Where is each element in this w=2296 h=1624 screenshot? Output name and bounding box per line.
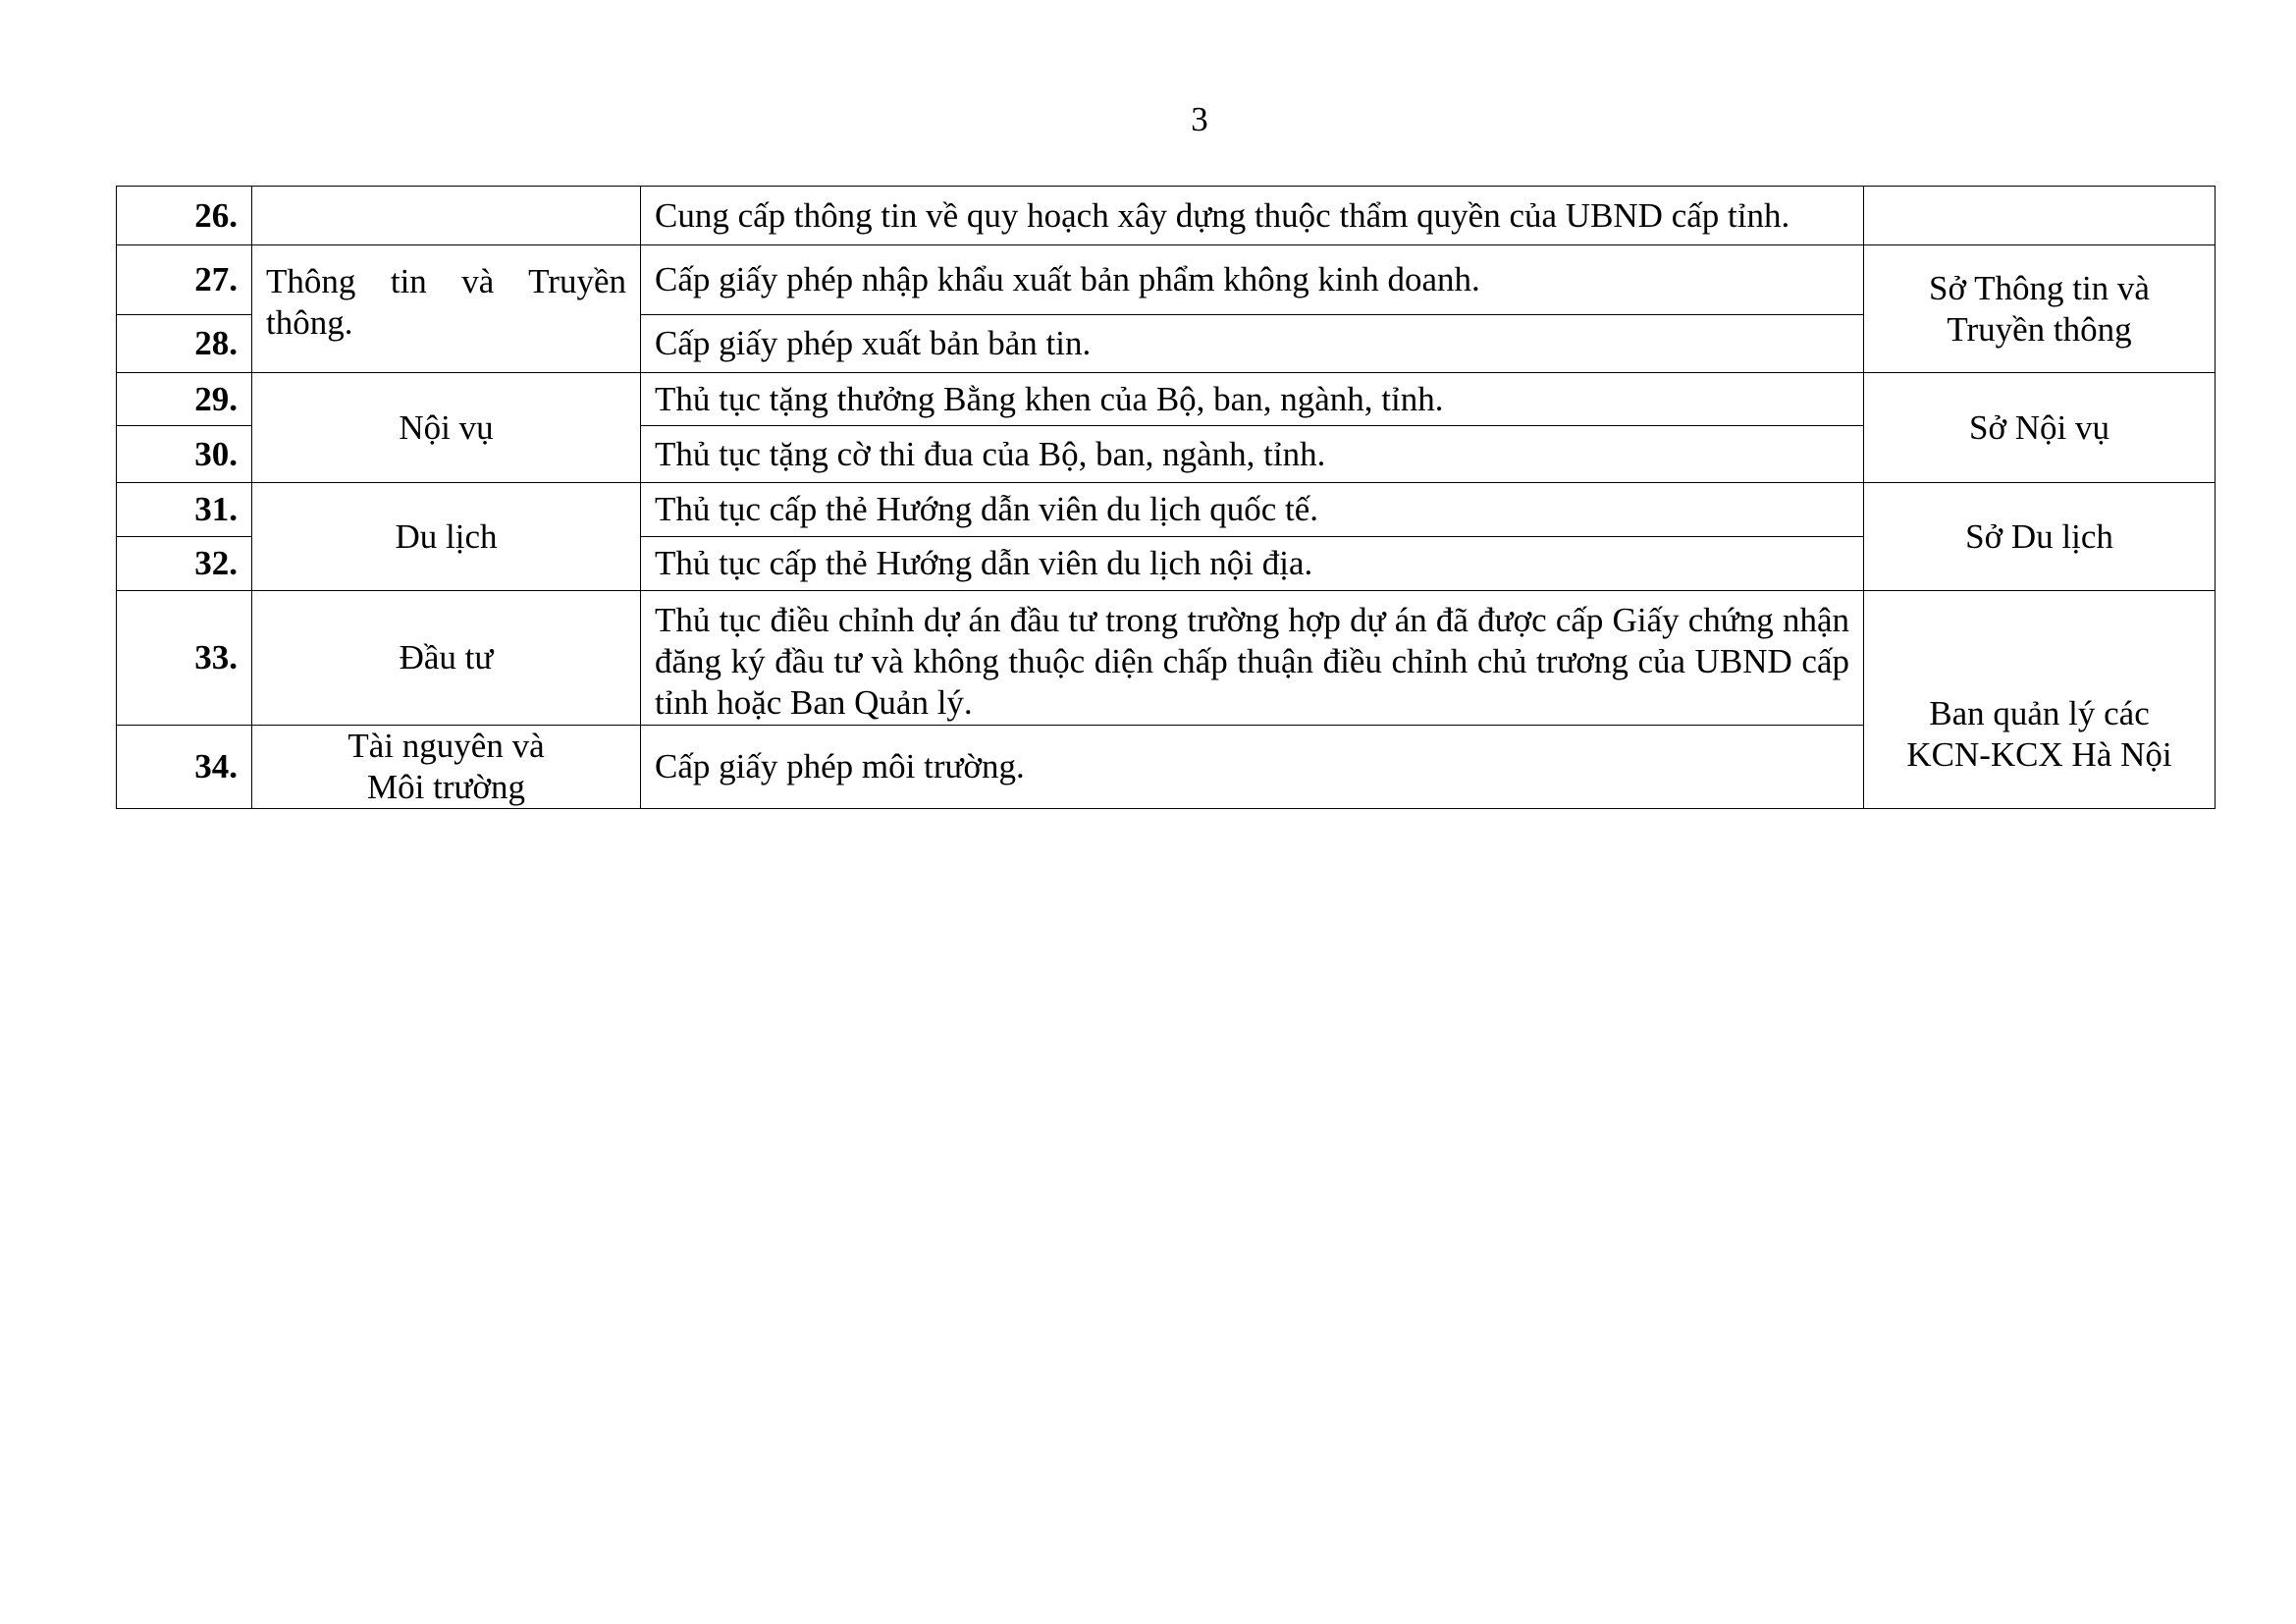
agency-line: KCN-KCX Hà Nội [1906, 734, 2172, 774]
agency-cell: Sở Nội vụ [1864, 373, 2216, 483]
agency-cell-empty [1864, 187, 2216, 245]
field-line: Môi trường [367, 768, 525, 806]
table-row [117, 187, 2216, 245]
agency-line: Sở Thông tin và [1929, 268, 2150, 307]
table-row [117, 245, 2216, 315]
procedure-cell: Thủ tục tặng thưởng Bằng khen của Bộ, ban, ngành, tỉnh. [641, 373, 1864, 426]
row-number: 30. [117, 426, 252, 483]
field-line: Tài nguyên và [347, 727, 545, 765]
procedure-cell: Cấp giấy phép xuất bản bản tin. [641, 315, 1864, 373]
field-cell: Thông tin và Truyền thông. [252, 245, 641, 373]
procedure-cell: Thủ tục cấp thẻ Hướng dẫn viên du lịch nội địa. [641, 537, 1864, 591]
procedure-cell: Thủ tục điều chỉnh dự án đầu tư trong trường hợp dự án đã được cấp Giấy chứng nhận đăng ký đầu tư và không thuộc diện chấp thuận điều chỉnh chủ trương của UBND cấp tỉnh hoặc Ban Quản lý. [641, 591, 1864, 726]
table-row [117, 483, 2216, 537]
row-number: 34. [117, 726, 252, 809]
page-number: 3 [1191, 100, 1208, 138]
row-number: 31. [117, 483, 252, 537]
agency-cell [1864, 591, 2216, 809]
procedures-table [116, 186, 2216, 809]
procedure-cell: Thủ tục cấp thẻ Hướng dẫn viên du lịch quốc tế. [641, 483, 1864, 537]
row-number: 26. [117, 187, 252, 245]
field-cell-empty [252, 187, 641, 245]
field-cell: Nội vụ [252, 373, 641, 483]
agency-line: Truyền thông [1947, 309, 2132, 349]
field-cell [252, 726, 641, 809]
procedure-cell: Cấp giấy phép nhập khẩu xuất bản phẩm không kinh doanh. [641, 245, 1864, 315]
field-cell: Du lịch [252, 483, 641, 591]
agency-cell [1864, 245, 2216, 373]
row-number: 28. [117, 315, 252, 373]
row-number: 32. [117, 537, 252, 591]
procedure-cell: Cấp giấy phép môi trường. [641, 726, 1864, 809]
row-number: 33. [117, 591, 252, 726]
procedure-cell: Cung cấp thông tin về quy hoạch xây dựng thuộc thẩm quyền của UBND cấp tỉnh. [641, 187, 1864, 245]
row-number: 27. [117, 245, 252, 315]
table-row [117, 591, 2216, 726]
field-cell: Đầu tư [252, 591, 641, 726]
procedure-cell: Thủ tục tặng cờ thi đua của Bộ, ban, ngành, tỉnh. [641, 426, 1864, 483]
agency-cell: Sở Du lịch [1864, 483, 2216, 591]
row-number: 29. [117, 373, 252, 426]
table-row [117, 373, 2216, 426]
agency-line: Ban quản lý các [1929, 693, 2150, 732]
